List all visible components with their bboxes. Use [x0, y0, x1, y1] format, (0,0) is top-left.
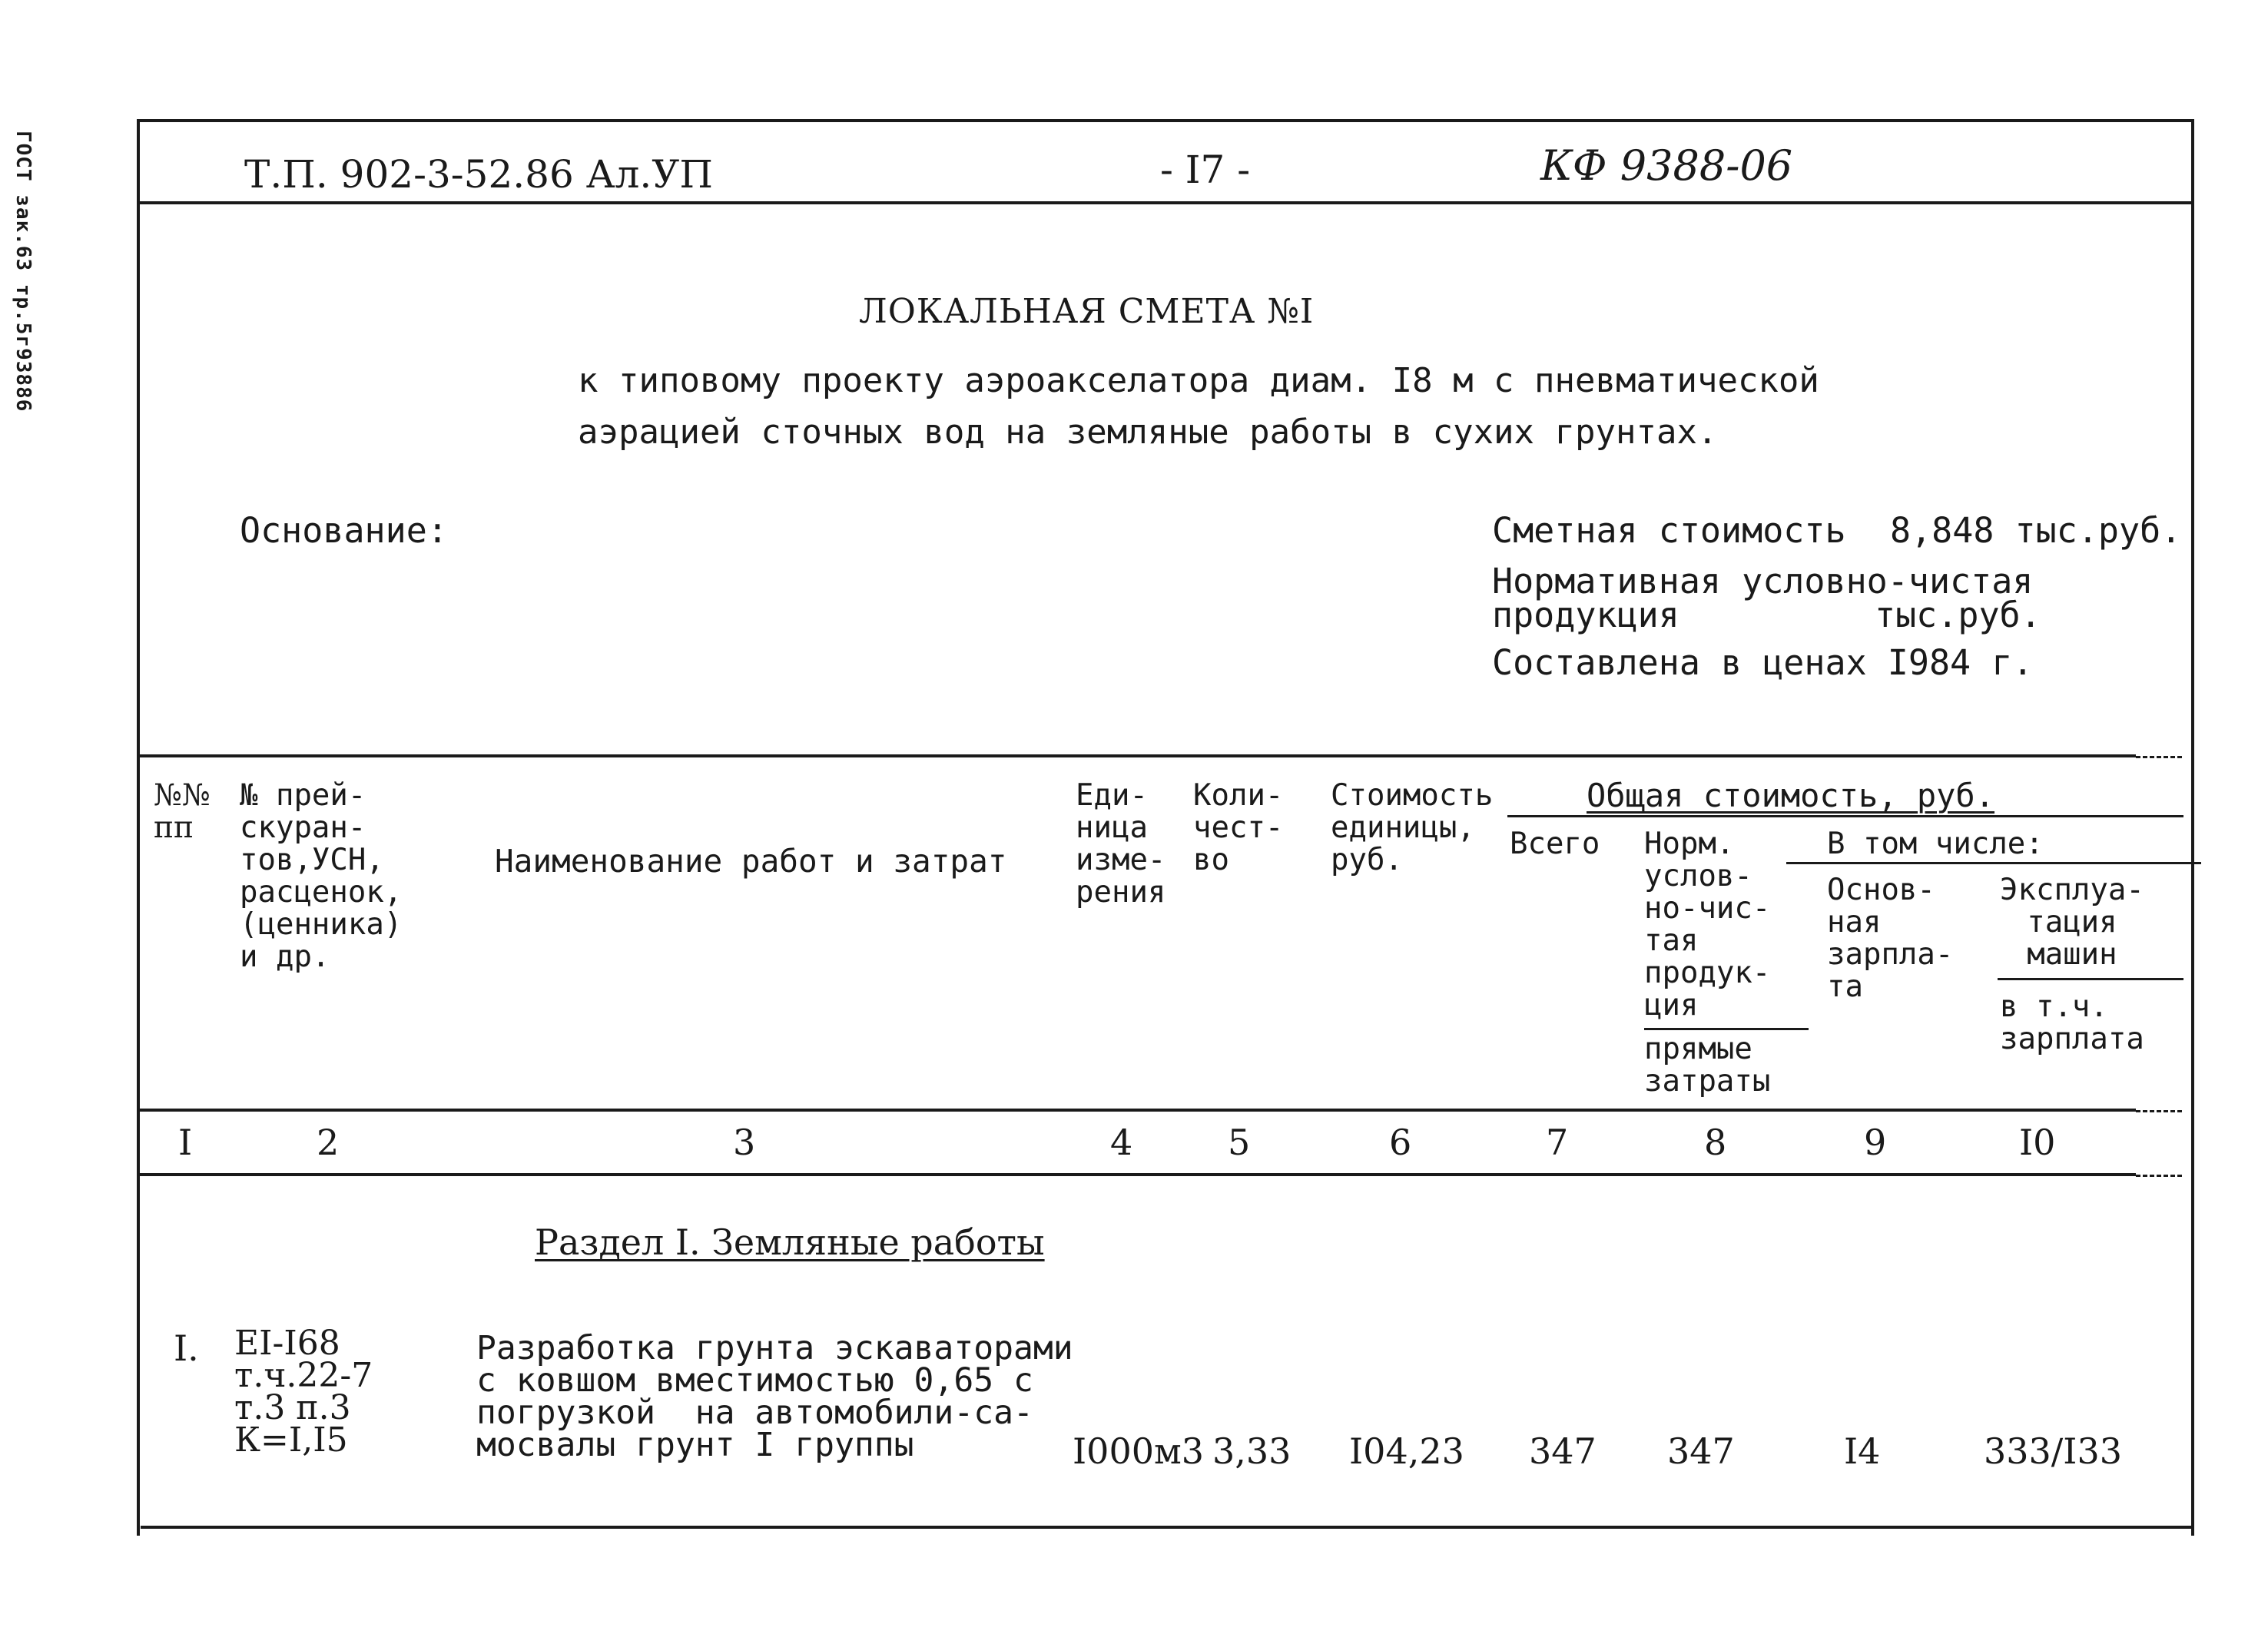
col-10-subheader: в т.ч. зарплата [2000, 989, 2144, 1056]
row-quantity: 3,33 [1212, 1430, 1292, 1472]
row-code: EI-I68 т.ч.22-7 т.3 п.3 К=I,I5 [234, 1324, 373, 1460]
subtitle-line-2: аэрацией сточных вод на земляные работы в сухих грунтах. [578, 413, 1718, 452]
npp-label: Нормативная условно-чистая [1492, 561, 2034, 602]
row-total: 347 [1529, 1430, 1597, 1472]
section-title: Раздел I. Земляные работы [535, 1221, 1045, 1263]
page-title: ЛОКАЛЬНАЯ СМЕТА №I [859, 292, 1315, 331]
frame-bottom-line [141, 1526, 2192, 1529]
npp-unit: тыс.руб. [1875, 595, 2041, 635]
col-number-10: I0 [2019, 1122, 2056, 1163]
col-2-header: № прей- скуран- тов,УСН, расценок, (ценника) и др. [240, 778, 403, 974]
row-machines: 333/I33 [1984, 1430, 2123, 1472]
table-top-line [138, 754, 2136, 757]
page-number: - I7 - [1160, 147, 1251, 192]
row-unit-cost: I04,23 [1349, 1430, 1464, 1472]
npp-label-2: продукция [1492, 595, 1679, 635]
col-3-header: Наименование работ и затрат [495, 843, 1007, 880]
col-10-header: Эксплуа- тация машин [2000, 873, 2144, 972]
project-code: Т.П. 902-3-52.86 Ал.УП [244, 152, 713, 197]
col-8-subheader: прямые затраты [1644, 1032, 1771, 1099]
col-number-6: 6 [1389, 1122, 1412, 1163]
header-bottom-line [138, 1109, 2136, 1112]
col-1-header: №№ пп [154, 778, 211, 845]
col-number-8: 8 [1704, 1122, 1727, 1163]
numbering-bottom-line [138, 1173, 2136, 1176]
row-npp: 347 [1667, 1430, 1735, 1472]
col-8-header: Норм. услов- но-чис- тая продук- ция [1644, 827, 1771, 1022]
basis-label: Основание: [240, 510, 448, 551]
row-unit: I000м3 [1073, 1430, 1205, 1472]
row-name: Разработка грунта эскаваторами с ковшом вместимостью 0,65 с погрузкой на автомобили-са- мосвалы грунт I группы [476, 1329, 1073, 1464]
col-6-header: Стоимость единицы, руб. [1331, 778, 1494, 877]
col-5-header: Коли- чест- во [1193, 778, 1284, 877]
row-wages: I4 [1844, 1430, 1881, 1472]
row-number: I. [174, 1327, 199, 1369]
col-number-4: 4 [1110, 1122, 1133, 1163]
col-number-2: 2 [317, 1122, 340, 1163]
col-number-5: 5 [1228, 1122, 1251, 1163]
subtitle-line-1: к типовому проекту аэроакселатора диам. I8 м с пневматической [578, 361, 1819, 400]
col-number-1: I [178, 1122, 193, 1163]
col-number-3: 3 [733, 1122, 756, 1163]
col-number-7: 7 [1546, 1122, 1569, 1163]
document-code: КФ 9388-06 [1540, 141, 1793, 190]
col-number-9: 9 [1864, 1122, 1887, 1163]
prices-label: Составлена в ценах I984 г. [1492, 642, 2034, 683]
total-cost-group-header: Общая стоимость, руб. [1587, 777, 1995, 814]
including-group-header: В том числе: [1827, 827, 2044, 861]
cost-label: Сметная стоимость [1492, 510, 1846, 551]
col-9-header: Основ- ная зарпла- та [1827, 873, 1954, 1004]
cost-value: 8,848 тыс.руб. [1890, 510, 2182, 551]
col-4-header: Еди- ница изме- рения [1076, 778, 1166, 910]
col-7-header: Всего [1510, 827, 1600, 861]
header-divider [137, 201, 2191, 204]
margin-stamp: ГОСТ зак.63 тр.5г93886 [12, 131, 35, 413]
